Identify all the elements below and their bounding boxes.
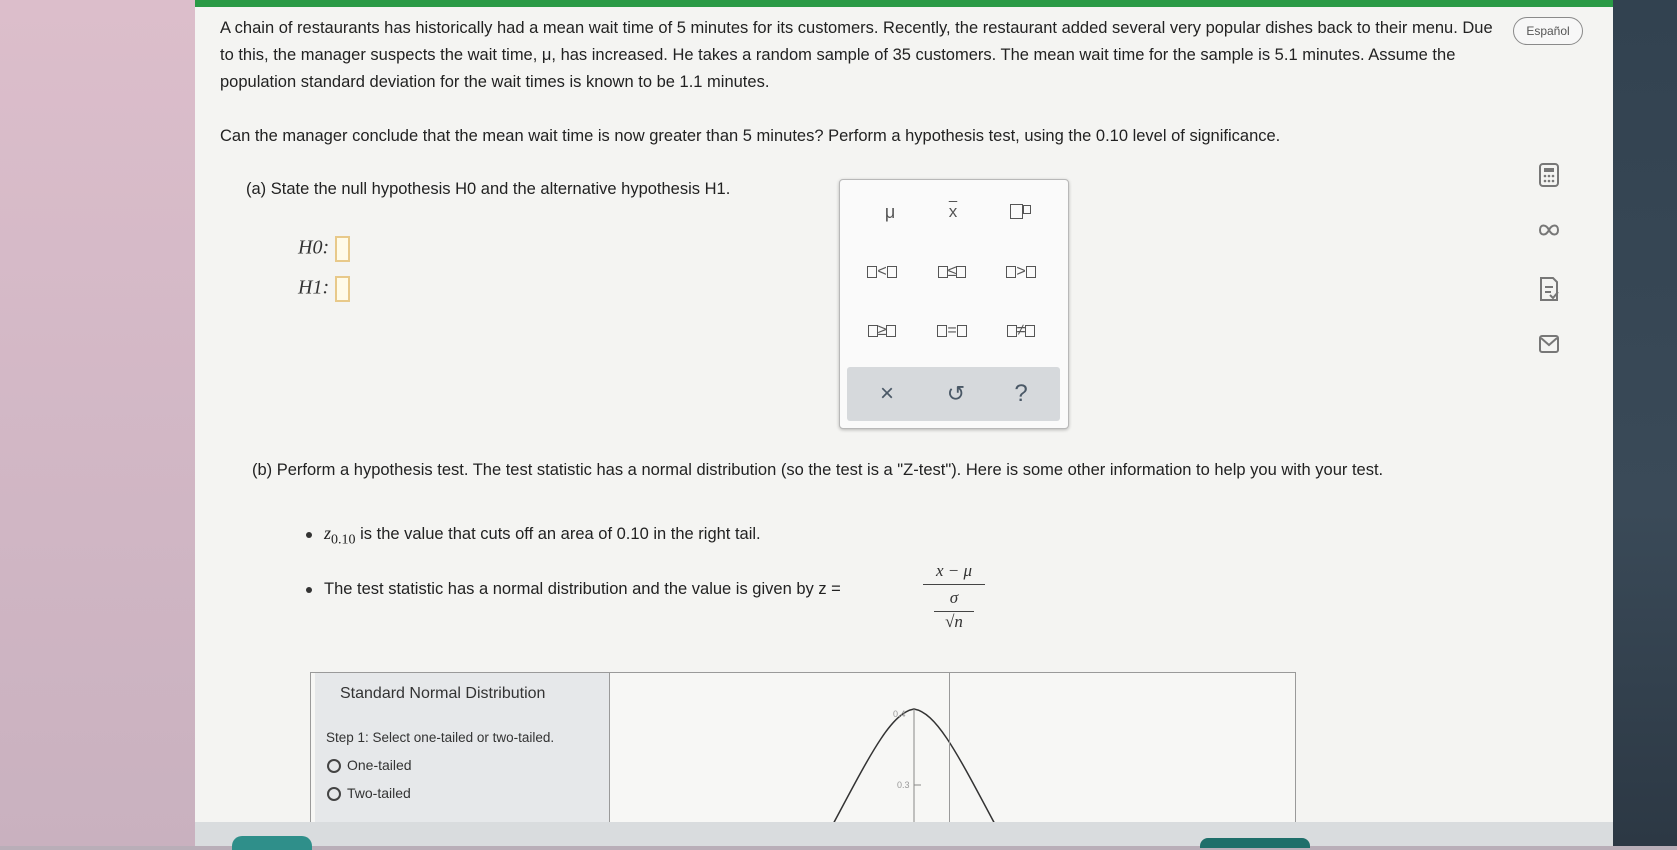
normal-curve-svg <box>609 673 1295 833</box>
xbar-button[interactable] <box>925 197 981 227</box>
standard-normal-tool <box>310 672 1296 834</box>
formula-sqrt-n: √n <box>934 611 974 632</box>
check-button[interactable] <box>1200 838 1310 848</box>
z-formula <box>923 561 985 632</box>
math-palette <box>839 179 1069 429</box>
formula-numerator: x − μ <box>935 561 973 580</box>
two-tailed-label: Two-tailed <box>347 785 411 801</box>
bullet-2-text: The test statistic has a normal distribution and the value is given by z = <box>324 580 841 598</box>
undo-button[interactable]: ↺ <box>946 381 966 406</box>
h0-input[interactable] <box>335 236 350 262</box>
bottom-toolbar <box>195 822 1613 846</box>
graph-divider <box>949 673 950 833</box>
explanation-button[interactable] <box>232 836 312 850</box>
normal-curve-graph <box>609 673 1295 833</box>
axis-label-top: 0.4 <box>893 709 906 719</box>
data-sheet-icon[interactable] <box>1537 276 1561 300</box>
box-icon <box>1006 266 1016 278</box>
snd-step-1: Step 1: Select one-tailed or two-tailed. <box>326 730 555 745</box>
snd-title: Standard Normal Distribution <box>340 685 546 702</box>
bullet-1-text: is the value that cuts off an area of 0.10 in the right tail. <box>360 525 761 543</box>
z-subscript: 0.10 <box>331 532 356 548</box>
not-equal-button[interactable] <box>993 316 1049 346</box>
mu-symbol: μ <box>884 202 896 222</box>
exponent-box-icon <box>1023 205 1031 214</box>
equal-button[interactable] <box>924 316 980 346</box>
h0-row <box>298 236 350 262</box>
greater-symbol: > <box>1016 263 1026 280</box>
less-symbol: < <box>877 263 887 280</box>
h1-label: H1: <box>298 276 330 299</box>
less-equal-button[interactable] <box>924 257 980 287</box>
help-button[interactable]: ? <box>1014 380 1028 407</box>
mail-icon[interactable] <box>1537 332 1561 356</box>
one-tailed-label: One-tailed <box>347 757 412 773</box>
radio-circle[interactable] <box>327 759 341 773</box>
h0-label: H0: <box>298 236 330 259</box>
calculator-icon[interactable] <box>1537 162 1561 186</box>
leq-symbol: ≤ <box>947 263 957 280</box>
left-background <box>0 0 195 846</box>
part-b-prompt: (b) Perform a hypothesis test. The test statistic has a normal distribution (so the test is a "Z-test"). Here is some other information to help you with your test. <box>252 461 1384 479</box>
bullet-z-critical <box>306 523 761 548</box>
box-icon <box>1026 266 1036 278</box>
bullet-dot <box>306 532 312 538</box>
bullet-test-statistic <box>306 580 841 599</box>
box-icon <box>867 266 877 278</box>
espanol-button[interactable]: Español <box>1513 17 1583 45</box>
box-icon <box>1007 325 1017 337</box>
axis-label-mid: 0.3 <box>897 780 910 790</box>
greater-than-button[interactable] <box>993 257 1049 287</box>
neq-symbol: ≠ <box>1016 322 1026 339</box>
box-icon <box>956 266 966 278</box>
box-icon <box>868 325 878 337</box>
fraction-bar <box>923 584 985 585</box>
less-than-button[interactable] <box>854 257 910 287</box>
box-icon <box>886 325 896 337</box>
base-box-icon <box>1010 204 1023 219</box>
box-icon <box>887 266 897 278</box>
palette-footer <box>847 367 1060 421</box>
box-icon <box>1025 325 1035 337</box>
radio-circle[interactable] <box>327 787 341 801</box>
h1-row <box>298 276 350 302</box>
top-progress-bar <box>195 0 1613 7</box>
right-background <box>1613 0 1677 846</box>
xbar-symbol: $\overline{x}$ <box>948 202 958 221</box>
greater-equal-button[interactable] <box>854 316 910 346</box>
one-tailed-radio[interactable] <box>327 757 412 773</box>
question-paragraph: Can the manager conclude that the mean wait time is now greater than 5 minutes? Perform a hypothesis test, using the 0.10 level of significance. <box>220 127 1281 145</box>
problem-paragraph: A chain of restaurants has historically had a mean wait time of 5 minutes for its customers. Recently, the restaurant added several very popular dishes back to their menu. Due to this, the manager suspects the wait time, μ, has increased. He takes a random sample of 35 customers. The mean wait time for the sample is 5.1 minutes. Assume the population standard deviation for the wait times is known to be 1.1 minutes. <box>220 19 1493 91</box>
box-icon <box>938 266 948 278</box>
infinity-icon[interactable] <box>1537 222 1561 246</box>
clear-button[interactable]: × <box>879 380 894 407</box>
part-a-prompt: (a) State the null hypothesis H0 and the alternative hypothesis H1. <box>246 180 731 198</box>
box-icon <box>957 325 967 337</box>
geq-symbol: ≥ <box>877 322 887 339</box>
eq-symbol: = <box>947 322 957 339</box>
h1-input[interactable] <box>335 276 350 302</box>
snd-control-panel <box>315 673 610 833</box>
z-symbol: z <box>324 523 332 543</box>
superscript-button[interactable] <box>992 197 1048 227</box>
formula-sigma: σ <box>949 588 959 607</box>
bullet-dot <box>306 587 312 593</box>
mu-button[interactable] <box>862 197 918 227</box>
two-tailed-radio[interactable] <box>327 785 411 801</box>
box-icon <box>937 325 947 337</box>
